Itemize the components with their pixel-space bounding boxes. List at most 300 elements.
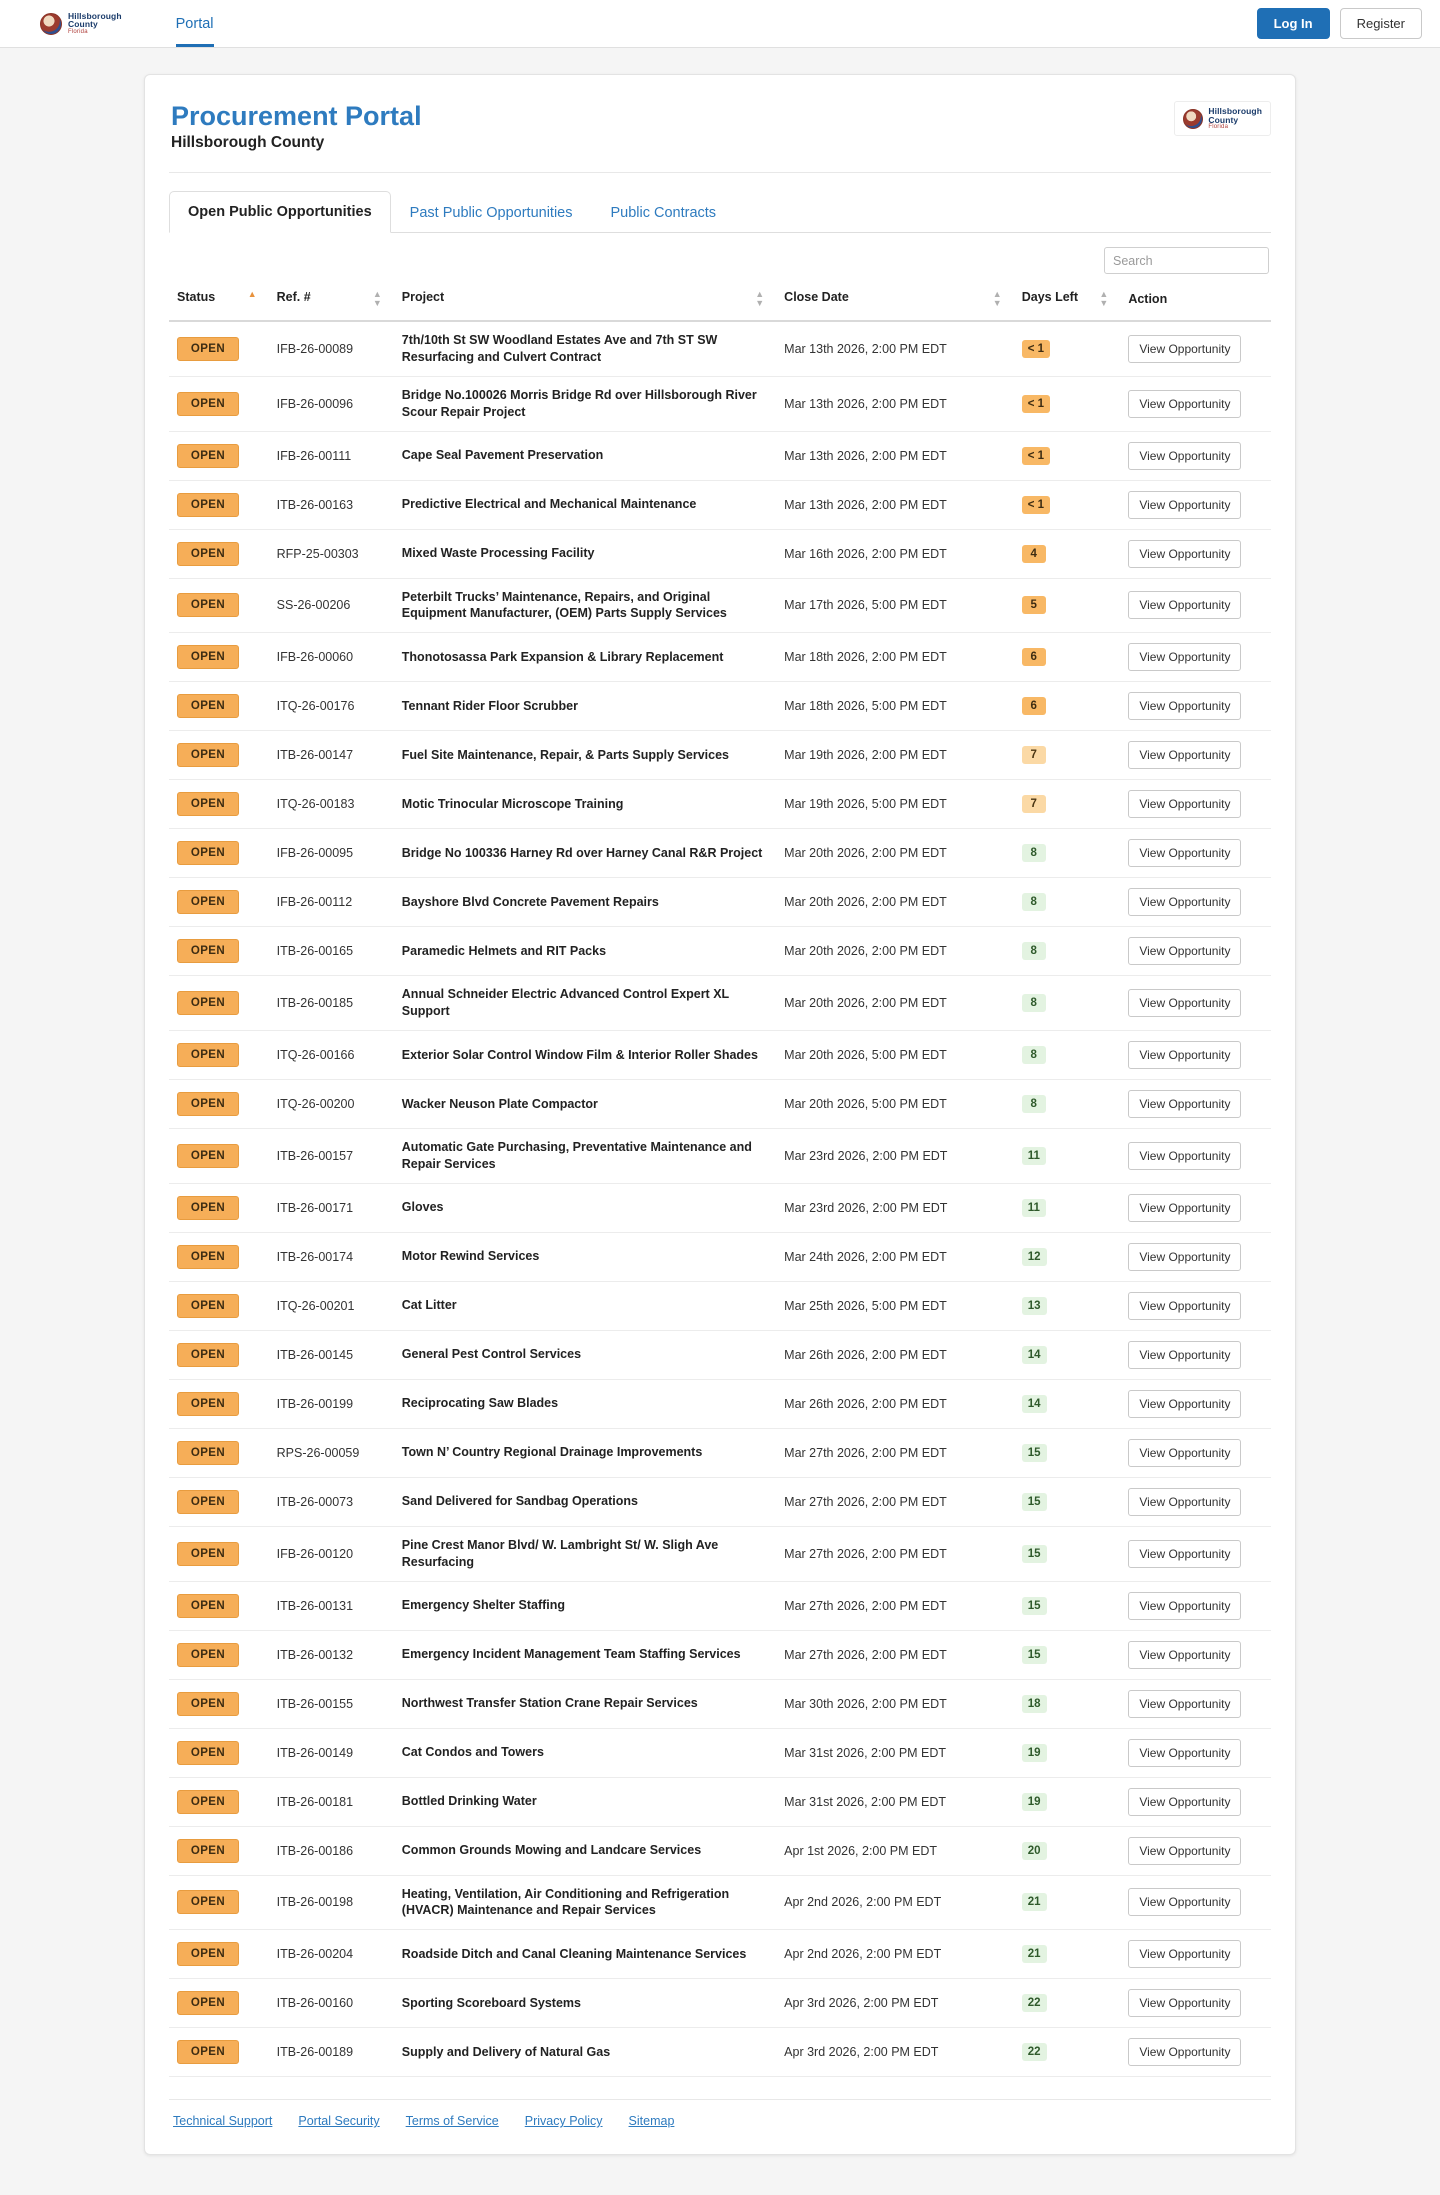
cell-close-date: Mar 19th 2026, 5:00 PM EDT <box>776 780 1014 829</box>
cell-status <box>169 578 269 633</box>
sort-icon: ▲ ▼ <box>992 289 1002 309</box>
cell-days-left <box>1014 321 1121 376</box>
view-opportunity-button[interactable]: View Opportunity <box>1128 1837 1241 1865</box>
cell-close-date: Mar 17th 2026, 5:00 PM EDT <box>776 578 1014 633</box>
column-header-status[interactable] <box>169 284 269 321</box>
cell-project <box>394 321 776 376</box>
project-name: Bottled Drinking Water <box>401 1794 537 1809</box>
cell-project <box>394 2028 776 2077</box>
table-row <box>169 1428 1271 1477</box>
cell-close-date: Apr 3rd 2026, 2:00 PM EDT <box>776 1979 1014 2028</box>
cell-ref: ITQ-26-00176 <box>269 682 394 731</box>
column-header-ref[interactable] <box>269 284 394 321</box>
cell-close-date: Mar 27th 2026, 2:00 PM EDT <box>776 1477 1014 1526</box>
status-badge: OPEN <box>177 841 239 865</box>
table-row <box>169 1232 1271 1281</box>
days-left-badge: 21 <box>1022 1893 1047 1911</box>
page-title: Procurement Portal <box>171 101 422 131</box>
cell-status <box>169 1183 269 1232</box>
register-button[interactable]: Register <box>1340 8 1422 39</box>
column-header-project-label: Project <box>401 290 445 305</box>
table-row <box>169 976 1271 1031</box>
login-button[interactable]: Log In <box>1257 8 1330 39</box>
opportunities-table <box>169 284 1271 2077</box>
status-badge: OPEN <box>177 1441 239 1465</box>
cell-close-date: Mar 20th 2026, 2:00 PM EDT <box>776 878 1014 927</box>
cell-days-left <box>1014 1930 1121 1979</box>
cell-project <box>394 1630 776 1679</box>
table-row <box>169 1080 1271 1129</box>
cell-days-left <box>1014 578 1121 633</box>
table-row <box>169 878 1271 927</box>
view-opportunity-button[interactable]: View Opportunity <box>1128 1940 1241 1968</box>
days-left-badge: 13 <box>1022 1297 1047 1315</box>
cell-days-left <box>1014 1875 1121 1930</box>
project-name: Paramedic Helmets and RIT Packs <box>401 943 607 958</box>
cell-action <box>1120 1630 1271 1679</box>
cell-close-date: Mar 27th 2026, 2:00 PM EDT <box>776 1428 1014 1477</box>
cell-status <box>169 431 269 480</box>
cell-close-date: Mar 13th 2026, 2:00 PM EDT <box>776 321 1014 376</box>
column-header-days-left-label: Days Left <box>1021 290 1078 305</box>
status-badge: OPEN <box>177 1542 239 1566</box>
cell-days-left <box>1014 1232 1121 1281</box>
view-opportunity-button[interactable]: View Opportunity <box>1128 1041 1241 1069</box>
view-opportunity-button[interactable]: View Opportunity <box>1128 1788 1241 1816</box>
table-row <box>169 1281 1271 1330</box>
cell-close-date: Mar 20th 2026, 2:00 PM EDT <box>776 829 1014 878</box>
cell-project <box>394 480 776 529</box>
footer-link[interactable]: Technical Support <box>173 2114 273 2129</box>
footer-link[interactable]: Sitemap <box>628 2114 675 2129</box>
cell-action <box>1120 633 1271 682</box>
cell-project <box>394 1777 776 1826</box>
table-row <box>169 633 1271 682</box>
view-opportunity-button[interactable]: View Opportunity <box>1128 1243 1241 1271</box>
footer-link[interactable]: Privacy Policy <box>524 2114 603 2129</box>
sort-icon: ▲ ▼ <box>1099 289 1109 309</box>
cell-close-date: Mar 20th 2026, 5:00 PM EDT <box>776 1031 1014 1080</box>
cell-project <box>394 578 776 633</box>
project-name: Common Grounds Mowing and Landcare Services <box>401 1843 702 1858</box>
cell-close-date: Mar 26th 2026, 2:00 PM EDT <box>776 1330 1014 1379</box>
cell-ref: ITB-26-00073 <box>269 1477 394 1526</box>
card-logo-line-3: Florida <box>1208 124 1229 131</box>
cell-days-left <box>1014 682 1121 731</box>
cell-project <box>394 878 776 927</box>
view-opportunity-button[interactable]: View Opportunity <box>1128 335 1241 363</box>
cell-ref: IFB-26-00120 <box>269 1526 394 1581</box>
tab-public-contracts[interactable]: Public Contracts <box>610 205 717 222</box>
status-badge: OPEN <box>177 444 239 468</box>
cell-days-left <box>1014 1826 1121 1875</box>
days-left-badge: 11 <box>1022 1199 1046 1217</box>
table-row <box>169 731 1271 780</box>
site-logo[interactable] <box>40 0 162 47</box>
view-opportunity-button[interactable]: View Opportunity <box>1128 741 1241 769</box>
project-name: Supply and Delivery of Natural Gas <box>401 2044 611 2059</box>
cell-project <box>394 1581 776 1630</box>
view-opportunity-button[interactable]: View Opportunity <box>1128 1540 1241 1568</box>
status-badge: OPEN <box>177 1594 239 1618</box>
cell-days-left <box>1014 376 1121 431</box>
project-name: Gloves <box>401 1200 444 1215</box>
cell-close-date: Apr 3rd 2026, 2:00 PM EDT <box>776 2028 1014 2077</box>
tab-open-public-opportunities[interactable]: Open Public Opportunities <box>169 191 391 233</box>
view-opportunity-button[interactable]: View Opportunity <box>1128 540 1241 568</box>
view-opportunity-button[interactable]: View Opportunity <box>1128 591 1241 619</box>
view-opportunity-button[interactable]: View Opportunity <box>1128 1194 1241 1222</box>
cell-action <box>1120 1679 1271 1728</box>
view-opportunity-button[interactable]: View Opportunity <box>1128 390 1241 418</box>
days-left-badge: 7 <box>1022 746 1046 764</box>
county-seal-icon <box>1183 109 1203 129</box>
cell-ref: ITB-26-00189 <box>269 2028 394 2077</box>
cell-close-date: Mar 27th 2026, 2:00 PM EDT <box>776 1581 1014 1630</box>
days-left-badge: < 1 <box>1022 447 1050 465</box>
cell-status <box>169 480 269 529</box>
cell-days-left <box>1014 1477 1121 1526</box>
cell-project <box>394 1979 776 2028</box>
status-badge: OPEN <box>177 645 239 669</box>
table-row <box>169 1183 1271 1232</box>
card-logo-line-2: County <box>1208 114 1239 125</box>
page-body <box>0 48 1440 2195</box>
table-row <box>169 1129 1271 1184</box>
status-badge: OPEN <box>177 493 239 517</box>
status-badge: OPEN <box>177 2040 239 2064</box>
column-header-status-label: Status <box>177 290 216 305</box>
tab-bar <box>169 191 1271 233</box>
view-opportunity-button[interactable]: View Opportunity <box>1128 442 1241 470</box>
cell-action <box>1120 321 1271 376</box>
cell-status <box>169 1031 269 1080</box>
days-left-badge: 6 <box>1022 648 1046 666</box>
sort-icon: ▲ ▼ <box>755 289 765 309</box>
column-header-days-left[interactable] <box>1014 284 1121 321</box>
cell-ref: ITB-26-00147 <box>269 731 394 780</box>
status-badge: OPEN <box>177 593 239 617</box>
cell-ref: IFB-26-00096 <box>269 376 394 431</box>
cell-ref: ITB-26-00163 <box>269 480 394 529</box>
table-row <box>169 1875 1271 1930</box>
cell-days-left <box>1014 1979 1121 2028</box>
cell-action <box>1120 1526 1271 1581</box>
cell-status <box>169 878 269 927</box>
cell-status <box>169 376 269 431</box>
cell-status <box>169 1232 269 1281</box>
table-row <box>169 1679 1271 1728</box>
cell-status <box>169 1281 269 1330</box>
cell-ref: ITB-26-00145 <box>269 1330 394 1379</box>
status-badge: OPEN <box>177 743 239 767</box>
cell-close-date: Mar 19th 2026, 2:00 PM EDT <box>776 731 1014 780</box>
view-opportunity-button[interactable]: View Opportunity <box>1128 643 1241 671</box>
project-name: Bridge No 100336 Harney Rd over Harney Canal R&R Project <box>401 845 763 860</box>
page-subtitle: Hillsborough County <box>171 134 325 152</box>
project-name: General Pest Control Services <box>401 1347 582 1362</box>
view-opportunity-button[interactable]: View Opportunity <box>1128 937 1241 965</box>
cell-close-date: Mar 16th 2026, 2:00 PM EDT <box>776 529 1014 578</box>
cell-ref: ITB-26-00199 <box>269 1379 394 1428</box>
days-left-badge: 21 <box>1022 1945 1047 1963</box>
view-opportunity-button[interactable]: View Opportunity <box>1128 1739 1241 1767</box>
project-name: Fuel Site Maintenance, Repair, & Parts Supply Services <box>401 747 729 762</box>
cell-status <box>169 1630 269 1679</box>
cell-action <box>1120 1330 1271 1379</box>
footer-link[interactable]: Portal Security <box>298 2114 380 2129</box>
project-name: Sporting Scoreboard Systems <box>401 1995 581 2010</box>
days-left-badge: 12 <box>1022 1248 1047 1266</box>
cell-days-left <box>1014 878 1121 927</box>
column-header-action-label: Action <box>1128 292 1168 307</box>
column-header-close-date[interactable] <box>776 284 1014 321</box>
cell-project <box>394 1379 776 1428</box>
view-opportunity-button[interactable]: View Opportunity <box>1128 1488 1241 1516</box>
cell-close-date: Mar 13th 2026, 2:00 PM EDT <box>776 480 1014 529</box>
table-row <box>169 780 1271 829</box>
cell-status <box>169 682 269 731</box>
view-opportunity-button[interactable]: View Opportunity <box>1128 1390 1241 1418</box>
cell-action <box>1120 1728 1271 1777</box>
cell-action <box>1120 1777 1271 1826</box>
cell-days-left <box>1014 1526 1121 1581</box>
table-row <box>169 682 1271 731</box>
cell-close-date: Mar 23rd 2026, 2:00 PM EDT <box>776 1129 1014 1184</box>
table-row <box>169 2028 1271 2077</box>
project-name: Wacker Neuson Plate Compactor <box>401 1096 598 1111</box>
cell-days-left <box>1014 829 1121 878</box>
cell-action <box>1120 1281 1271 1330</box>
status-badge: OPEN <box>177 1942 239 1966</box>
cell-ref: ITB-26-00165 <box>269 927 394 976</box>
project-name: Town N’ Country Regional Drainage Improvements <box>401 1445 703 1460</box>
cell-status <box>169 1875 269 1930</box>
status-badge: OPEN <box>177 1043 239 1067</box>
cell-close-date: Mar 23rd 2026, 2:00 PM EDT <box>776 1183 1014 1232</box>
cell-days-left <box>1014 1080 1121 1129</box>
status-badge: OPEN <box>177 1092 239 1116</box>
table-row <box>169 1379 1271 1428</box>
cell-project <box>394 682 776 731</box>
cell-status <box>169 1930 269 1979</box>
cell-status <box>169 1428 269 1477</box>
cell-status <box>169 731 269 780</box>
cell-days-left <box>1014 1183 1121 1232</box>
cell-project <box>394 1728 776 1777</box>
cell-ref: ITB-26-00181 <box>269 1777 394 1826</box>
cell-close-date: Mar 31st 2026, 2:00 PM EDT <box>776 1728 1014 1777</box>
days-left-badge: < 1 <box>1022 340 1050 358</box>
table-row <box>169 1930 1271 1979</box>
project-name: Cat Condos and Towers <box>401 1745 544 1760</box>
view-opportunity-button[interactable]: View Opportunity <box>1128 1888 1241 1916</box>
footer-links <box>169 2114 1271 2136</box>
cell-action <box>1120 682 1271 731</box>
nav-right-actions <box>1257 0 1422 47</box>
cell-days-left <box>1014 2028 1121 2077</box>
view-opportunity-button[interactable]: View Opportunity <box>1128 888 1241 916</box>
days-left-badge: 15 <box>1022 1597 1047 1615</box>
cell-status <box>169 1728 269 1777</box>
table-row <box>169 1477 1271 1526</box>
cell-ref: ITB-26-00204 <box>269 1930 394 1979</box>
cell-ref: SS-26-00206 <box>269 578 394 633</box>
project-name: Bridge No.100026 Morris Bridge Rd over Hillsborough River Scour Repair Project <box>401 387 757 419</box>
column-header-ref-label: Ref. # <box>276 290 311 305</box>
view-opportunity-button[interactable]: View Opportunity <box>1128 1989 1241 2017</box>
cell-project <box>394 1232 776 1281</box>
days-left-badge: 15 <box>1022 1493 1047 1511</box>
project-name: Automatic Gate Purchasing, Preventative Maintenance and Repair Services <box>401 1140 752 1171</box>
view-opportunity-button[interactable]: View Opportunity <box>1128 1341 1241 1369</box>
view-opportunity-button[interactable]: View Opportunity <box>1128 1690 1241 1718</box>
nav-item-portal[interactable]: Portal <box>162 0 228 47</box>
status-badge: OPEN <box>177 1692 239 1716</box>
cell-action <box>1120 1183 1271 1232</box>
top-navigation-bar <box>0 0 1440 48</box>
cell-project <box>394 1281 776 1330</box>
cell-project <box>394 731 776 780</box>
status-badge: OPEN <box>177 1643 239 1667</box>
view-opportunity-button[interactable]: View Opportunity <box>1128 989 1241 1017</box>
cell-ref: ITB-26-00157 <box>269 1129 394 1184</box>
cell-action <box>1120 1875 1271 1930</box>
cell-days-left <box>1014 1379 1121 1428</box>
project-name: Pine Crest Manor Blvd/ W. Lambright St/ W. Sligh Ave Resurfacing <box>401 1537 719 1569</box>
project-name: Reciprocating Saw Blades <box>401 1396 559 1411</box>
cell-status <box>169 1979 269 2028</box>
status-badge: OPEN <box>177 1294 239 1318</box>
cell-close-date: Mar 18th 2026, 2:00 PM EDT <box>776 633 1014 682</box>
view-opportunity-button[interactable]: View Opportunity <box>1128 491 1241 519</box>
project-name: Bayshore Blvd Concrete Pavement Repairs <box>401 894 659 909</box>
view-opportunity-button[interactable]: View Opportunity <box>1128 1292 1241 1320</box>
cell-status <box>169 1581 269 1630</box>
status-badge: OPEN <box>177 1890 239 1914</box>
status-badge: OPEN <box>177 1245 239 1269</box>
project-name: Thonotosassa Park Expansion & Library Replacement <box>401 649 724 664</box>
cell-project <box>394 780 776 829</box>
footer-link[interactable]: Terms of Service <box>405 2114 499 2129</box>
view-opportunity-button[interactable]: View Opportunity <box>1128 692 1241 720</box>
status-badge: OPEN <box>177 792 239 816</box>
cell-close-date: Mar 20th 2026, 2:00 PM EDT <box>776 976 1014 1031</box>
cell-days-left <box>1014 1777 1121 1826</box>
cell-action <box>1120 1428 1271 1477</box>
table-row <box>169 1581 1271 1630</box>
days-left-badge: 19 <box>1022 1793 1047 1811</box>
project-name: Cape Seal Pavement Preservation <box>401 448 604 463</box>
days-left-badge: 5 <box>1022 596 1046 614</box>
project-name: Emergency Shelter Staffing <box>401 1598 566 1613</box>
view-opportunity-button[interactable]: View Opportunity <box>1128 1142 1241 1170</box>
card-logo-line-1: Hillsborough <box>1208 106 1262 116</box>
project-name: Heating, Ventilation, Air Conditioning and Refrigeration (HVACR) Maintenance and Repair Services <box>401 1886 730 1918</box>
cell-status <box>169 1330 269 1379</box>
search-input[interactable] <box>1104 247 1269 274</box>
footer-divider <box>169 2099 1271 2100</box>
cell-days-left <box>1014 1129 1121 1184</box>
cell-status <box>169 976 269 1031</box>
cell-project <box>394 1183 776 1232</box>
status-badge: OPEN <box>177 1392 239 1416</box>
status-badge: OPEN <box>177 542 239 566</box>
cell-close-date: Mar 27th 2026, 2:00 PM EDT <box>776 1526 1014 1581</box>
cell-project <box>394 1031 776 1080</box>
cell-action <box>1120 1826 1271 1875</box>
cell-ref: ITB-26-00186 <box>269 1826 394 1875</box>
cell-status <box>169 2028 269 2077</box>
cell-project <box>394 927 776 976</box>
days-left-badge: < 1 <box>1022 496 1050 514</box>
status-badge: OPEN <box>177 694 239 718</box>
cell-project <box>394 1679 776 1728</box>
cell-ref: IFB-26-00095 <box>269 829 394 878</box>
days-left-badge: 8 <box>1022 844 1046 862</box>
cell-ref: ITB-26-00185 <box>269 976 394 1031</box>
table-row <box>169 1630 1271 1679</box>
cell-days-left <box>1014 1679 1121 1728</box>
cell-close-date: Mar 13th 2026, 2:00 PM EDT <box>776 431 1014 480</box>
view-opportunity-button[interactable]: View Opportunity <box>1128 1439 1241 1467</box>
days-left-badge: 20 <box>1022 1842 1047 1860</box>
cell-status <box>169 829 269 878</box>
table-row <box>169 1330 1271 1379</box>
cell-status <box>169 1129 269 1184</box>
cell-status <box>169 1679 269 1728</box>
status-badge: OPEN <box>177 1839 239 1863</box>
cell-action <box>1120 1080 1271 1129</box>
days-left-badge: 8 <box>1022 1095 1046 1113</box>
cell-action <box>1120 731 1271 780</box>
cell-action <box>1120 1031 1271 1080</box>
status-badge: OPEN <box>177 1741 239 1765</box>
view-opportunity-button[interactable]: View Opportunity <box>1128 1090 1241 1118</box>
view-opportunity-button[interactable]: View Opportunity <box>1128 839 1241 867</box>
project-name: Tennant Rider Floor Scrubber <box>401 698 578 713</box>
view-opportunity-button[interactable]: View Opportunity <box>1128 2038 1241 2066</box>
table-row <box>169 1777 1271 1826</box>
view-opportunity-button[interactable]: View Opportunity <box>1128 1641 1241 1669</box>
project-name: Peterbilt Trucks’ Maintenance, Repairs, and Original Equipment Manufacturer, (OEM) Parts Supply Services <box>401 589 727 621</box>
view-opportunity-button[interactable]: View Opportunity <box>1128 790 1241 818</box>
column-header-project[interactable] <box>394 284 776 321</box>
cell-ref: ITB-26-00131 <box>269 1581 394 1630</box>
view-opportunity-button[interactable]: View Opportunity <box>1128 1592 1241 1620</box>
cell-ref: ITB-26-00149 <box>269 1728 394 1777</box>
cell-close-date: Mar 20th 2026, 2:00 PM EDT <box>776 927 1014 976</box>
days-left-badge: 15 <box>1022 1444 1047 1462</box>
cell-project <box>394 1477 776 1526</box>
days-left-badge: 6 <box>1022 697 1046 715</box>
status-badge: OPEN <box>177 939 239 963</box>
cell-days-left <box>1014 1031 1121 1080</box>
table-row <box>169 529 1271 578</box>
cell-project <box>394 1080 776 1129</box>
days-left-badge: 8 <box>1022 1046 1046 1064</box>
cell-close-date: Mar 20th 2026, 5:00 PM EDT <box>776 1080 1014 1129</box>
cell-days-left <box>1014 780 1121 829</box>
cell-ref: ITB-26-00132 <box>269 1630 394 1679</box>
cell-days-left <box>1014 1581 1121 1630</box>
nav-items <box>162 0 228 47</box>
cell-action <box>1120 829 1271 878</box>
project-name: Annual Schneider Electric Advanced Control Expert XL Support <box>401 987 729 1019</box>
cell-close-date: Mar 24th 2026, 2:00 PM EDT <box>776 1232 1014 1281</box>
tab-past-public-opportunities[interactable]: Past Public Opportunities <box>409 205 573 222</box>
status-badge: OPEN <box>177 1144 239 1168</box>
